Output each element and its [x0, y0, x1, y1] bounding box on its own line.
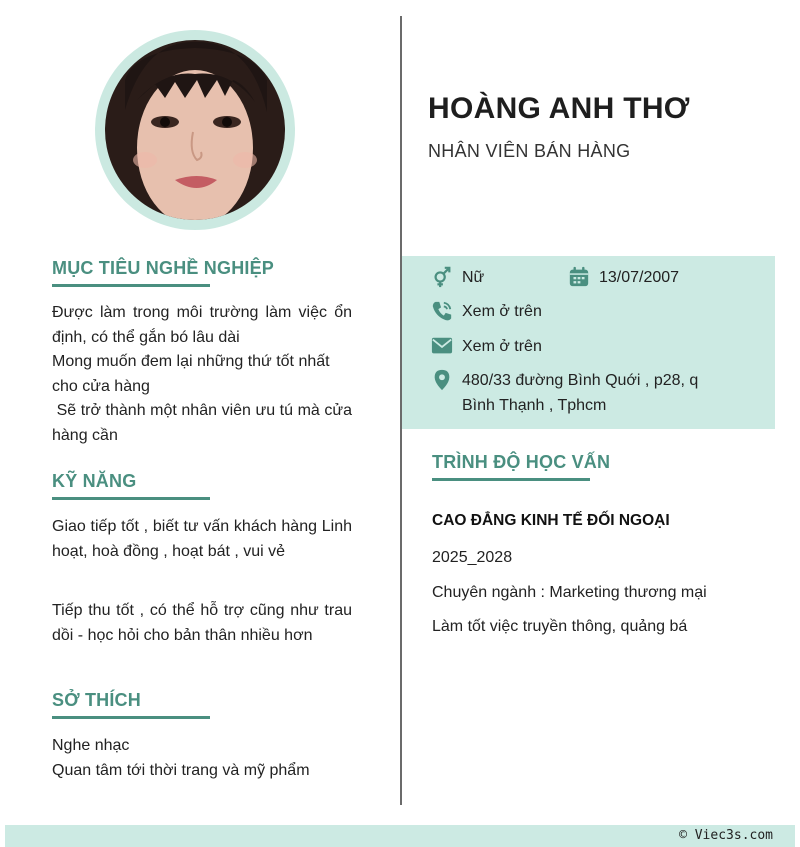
hobby-item: Nghe nhạc: [52, 737, 130, 754]
job-position: NHÂN VIÊN BÁN HÀNG: [428, 141, 631, 161]
career-goal-line: Mong muốn đem lại những thứ tốt nhất cho cửa hàng: [52, 353, 330, 395]
hobbies-section: [52, 690, 352, 719]
hobbies-body: [52, 734, 352, 783]
career-goal-line: Được làm trong môi trường làm việc ổn định, có thể gắn bó lâu dài: [52, 304, 352, 346]
career-goal-body: [52, 301, 357, 448]
birthday-value: 13/07/2007: [599, 269, 680, 286]
full-name: HOÀNG ANH THƠ: [428, 92, 690, 125]
hobby-item: Quan tâm tới thời trang và mỹ phẩm: [52, 761, 310, 779]
education-title: TRÌNH ĐỘ HỌC VẤN: [432, 452, 611, 472]
hobbies-title: SỞ THÍCH: [52, 690, 141, 710]
career-goal-underline: [52, 284, 210, 287]
career-goal-section: [52, 258, 352, 287]
skills-section: [52, 471, 352, 500]
hobbies-underline: [52, 716, 210, 719]
footer-copyright: © Viec3s.com: [679, 828, 773, 843]
gender-icon: [431, 266, 453, 288]
location-pin-icon: [431, 369, 453, 391]
address-line-2: Bình Thạnh , Tphcm: [462, 396, 607, 414]
avatar: [105, 40, 285, 220]
email-value: Xem ở trên: [462, 338, 542, 355]
education-note: Làm tốt việc truyền thông, quảng bá: [432, 618, 688, 635]
skill-item: Tiếp thu tốt , có thể hỗ trợ cũng như trau dồi - học hỏi cho bản thân nhiều hơn: [52, 602, 352, 644]
education-underline: [432, 478, 590, 481]
skills-underline: [52, 497, 210, 500]
skill-item: Giao tiếp tốt , biết tư vấn khách hàng Linh hoạt, hoà đồng , hoạt bát , vui vẻ: [52, 518, 352, 560]
calendar-icon: [568, 266, 590, 288]
footer-bar: [5, 825, 795, 847]
avatar-ring: [95, 30, 295, 230]
gender-value: Nữ: [462, 269, 485, 286]
education-section: [432, 452, 610, 481]
skills-title: KỸ NĂNG: [52, 471, 137, 491]
major: Chuyên ngành : Marketing thương mại: [432, 584, 707, 601]
career-goal-title: MỤC TIÊU NGHỀ NGHIỆP: [52, 258, 275, 278]
study-period: 2025_2028: [432, 549, 513, 566]
career-goal-line: Sẽ trở thành một nhân viên ưu tú mà cửa hàng cần: [52, 402, 357, 444]
phone-value: Xem ở trên: [462, 303, 542, 320]
mail-icon: [431, 335, 453, 357]
address-value: [462, 369, 698, 418]
phone-icon: [431, 300, 453, 322]
school-name: CAO ĐẲNG KINH TẾ ĐỐI NGOẠI: [432, 512, 670, 529]
address-line-1: 480/33 đường Bình Quới , p28, q: [462, 372, 699, 389]
